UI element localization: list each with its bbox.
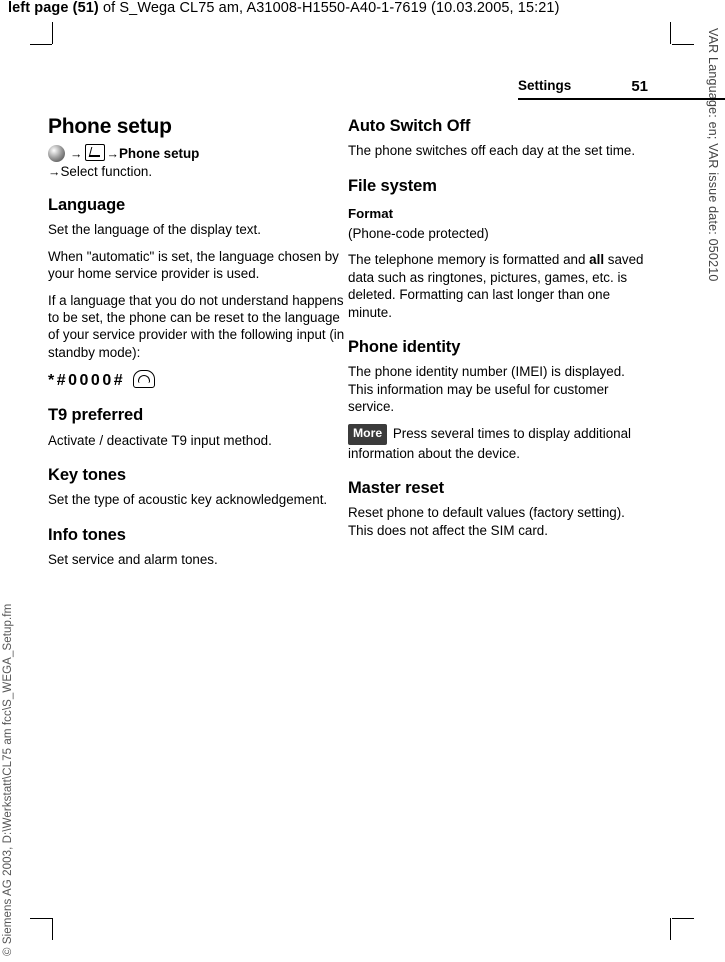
format-text-a: The telephone memory is formatted and [348, 252, 590, 268]
call-key-icon [133, 370, 155, 388]
page-header [8, 0, 560, 16]
language-reset-code-text: *#0000# [48, 372, 126, 390]
language-reset-code [48, 370, 348, 389]
phone-identity-paragraph-1: The phone identity number (IMEI) is displayed. This information may be useful for customer service. [348, 364, 625, 415]
master-reset-paragraph-1: Reset phone to default values (factory setting). This does not affect the SIM card. [348, 505, 625, 538]
heading-file-system: File system [348, 176, 437, 195]
language-paragraph-1: Set the language of the display text. [48, 222, 261, 238]
phone-identity-paragraph-2 [348, 424, 648, 462]
key-tones-paragraph-1: Set the type of acoustic key acknowledgement. [48, 492, 328, 508]
left-column [48, 115, 348, 577]
arrow-icon-3: → [48, 165, 61, 180]
page-header-rest: of S_Wega CL75 am, A31008-H1550-A40-1-7619 (10.03.2005, 15:21) [98, 0, 560, 16]
running-head-section: Settings [518, 78, 572, 93]
format-text-all: all [589, 252, 605, 268]
copyright-note-text: © Siemens AG 2003, D:\Werkstatt\CL75 am fcc\S_WEGA_Setup.fm [2, 603, 14, 956]
phone-identity-softkey-text: Press several times to display additional information about the device. [348, 426, 632, 461]
heading-auto-switch-off: Auto Switch Off [348, 117, 471, 135]
crop-mark-bottom-left-v [52, 918, 53, 940]
menu-path-action: Select function. [60, 164, 153, 180]
t9-paragraph-1: Activate / deactivate T9 input method. [48, 432, 272, 448]
crop-mark-top-right-h [672, 44, 694, 45]
crop-mark-top-right-v [670, 22, 671, 44]
heading-master-reset: Master reset [348, 479, 445, 498]
heading-language: Language [48, 196, 126, 215]
format-paragraph-2 [348, 251, 648, 321]
right-column [348, 118, 648, 548]
auto-switch-off-paragraph-1: The phone switches off each day at the set time. [348, 143, 636, 159]
heading-phone-identity: Phone identity [348, 338, 461, 357]
arrow-icon-1: → [70, 147, 83, 162]
language-paragraph-3: If a language that you do not understand happens to be set, the phone can be reset to the language of your service provider with the following input (in standby mode): [48, 292, 345, 360]
page-header-prefix: left page (51) [8, 0, 99, 16]
heading-key-tones: Key tones [48, 466, 126, 485]
heading-t9-preferred: T9 preferred [48, 406, 144, 425]
crop-mark-bottom-right-v [670, 918, 671, 940]
menu-path-target: Phone setup [119, 146, 200, 162]
crop-mark-top-left-h [30, 44, 52, 45]
heading-format: Format [348, 205, 394, 221]
var-language-note [706, 28, 723, 328]
format-text-c: saved data such as ringtones, pictures, games, etc. is deleted. Formatting can last longer than one minute. [348, 252, 644, 320]
softkey-more[interactable]: More [348, 424, 387, 444]
var-language-note-text: VAR Language: en; VAR issue date: 050210 [706, 28, 720, 282]
language-paragraph-2: When "automatic" is set, the language chosen by your home service provider is used. [48, 248, 339, 282]
crop-mark-top-left-v [52, 22, 53, 44]
copyright-note [2, 603, 19, 956]
page-number: 51 [631, 78, 648, 95]
info-tones-paragraph-1: Set service and alarm tones. [48, 551, 218, 567]
joystick-icon [48, 145, 65, 162]
heading-info-tones: Info tones [48, 525, 126, 544]
crop-mark-bottom-right-h [672, 918, 694, 919]
format-paragraph-1: (Phone-code protected) [348, 226, 489, 242]
arrow-icon-2: → [106, 147, 119, 162]
page-title: Phone setup [48, 115, 172, 138]
menu-path [48, 144, 348, 181]
running-head-rule [518, 98, 725, 100]
phone-setup-menu-icon [85, 144, 105, 161]
crop-mark-bottom-left-h [30, 918, 52, 919]
